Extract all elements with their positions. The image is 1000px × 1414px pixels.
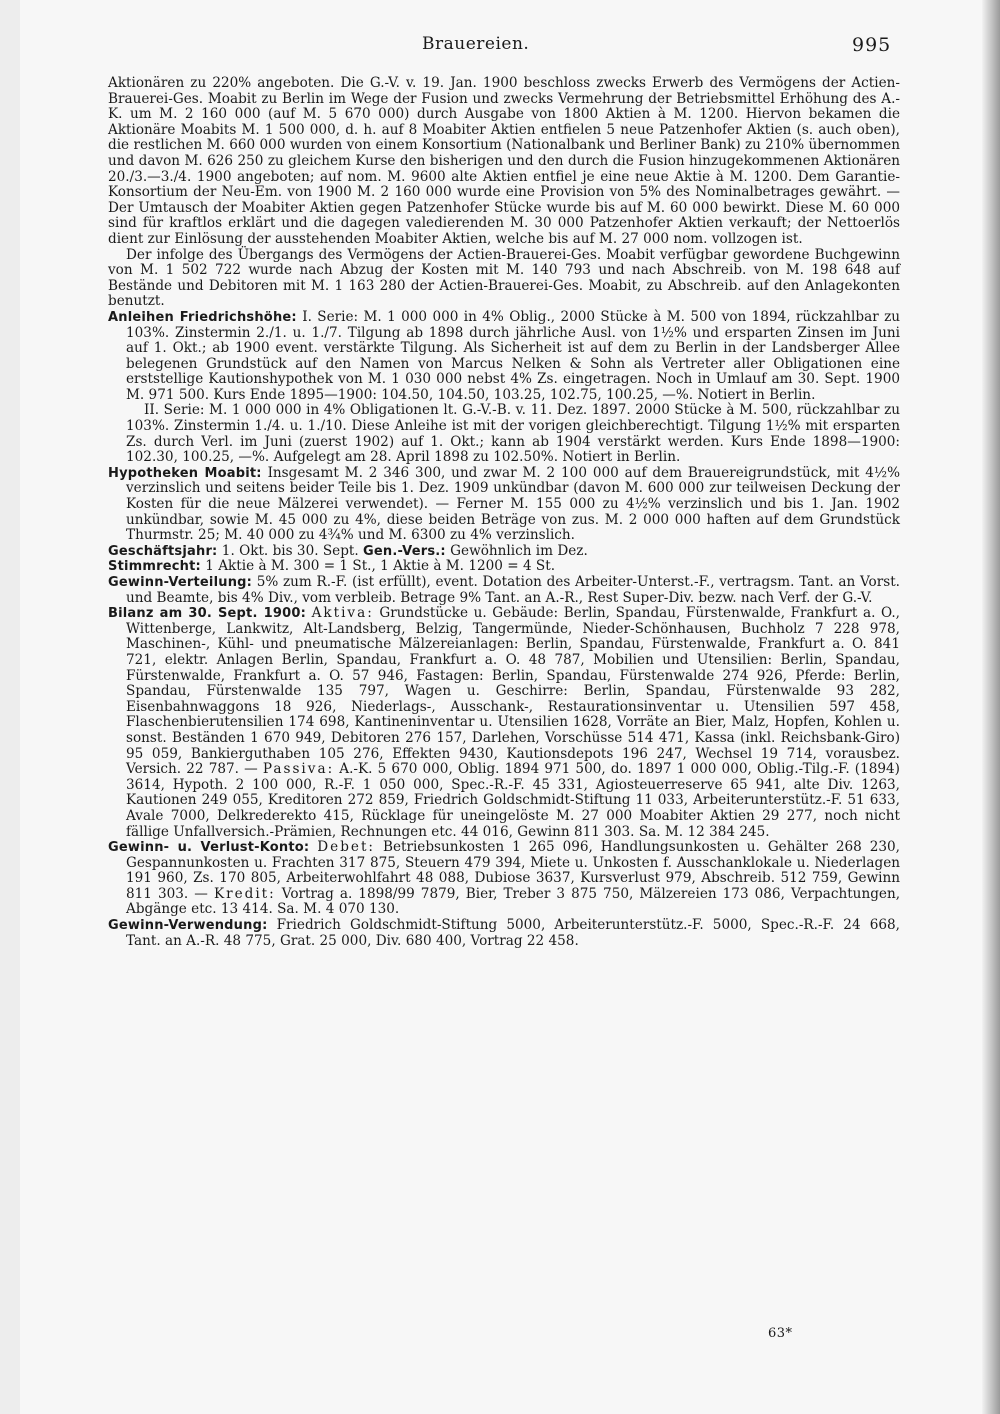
entry-serie-2: II. Serie: M. 1 000 000 in 4% Obligationen lt. G.-V.-B. v. 11. Dez. 1897. 2000 Stücke à M. 500, rückzahlbar zu 103%. Zinstermin 1./4. u. 1./10. Diese Anleihe ist mit der vorigen gleichberechtigt. Tilgung 1½% mit ersparten Zs. durch Verl. im Juni (zuerst 1902) auf 1. Okt.; kann ab 1904 verstärkt werden. Kurs Ende 1898—1900: 102.30, 100.25, —%. Aufgelegt am 28. April 1898 zu 102.50%. Notiert in Berlin.: [126, 402, 900, 466]
entry-anleihen: [108, 310, 900, 404]
entry-stimmrecht: [108, 559, 900, 575]
page-number: 995: [852, 34, 892, 56]
entry-text-gvk-debet: Betriebsunkosten 1 265 096, Handlungsunkosten u. Gehälter 268 230, Gespannunkosten u. Frachten 317 875, Steuern 479 394, Miete u. Unkosten f. Ausschanklokale u. Niederlagen 191 960, Zs. 170 805, Arbeiterwohlfahrt 48 088, Dubiose 3637, Kursverlust 979, Abschreib. 512 759, Gewinn 811 303. —: [126, 839, 901, 902]
entry-gewinn-verwendung: [108, 918, 900, 949]
entry-lead-hypotheken: Hypotheken Moabit:: [108, 465, 262, 481]
label-kredit: Kredit:: [213, 885, 276, 902]
entry-bilanz: [108, 606, 900, 840]
entry-text-gewinn-verteilung: 5% zum R.-F. (ist erfüllt), event. Dotation des Arbeiter-Unterst.-F., vertragsm. Tant. an Vorst. und Beamte, bis 4% Div., vom verbleib. Betrage 9% Tant. an A.-R., Rest Super-Div. bezw. nach Verf. der G.-V.: [126, 574, 900, 606]
entry-text-bilanz-aktiva: Grundstücke u. Gebäude: Berlin, Spandau, Fürstenwalde, Frankfurt a. O., Wittenberge, Lankwitz, Alt-Landsberg, Belzig, Tangermünde, Nieder-Schönhausen, Buchholz 7 228 978, Maschinen-, Kühl- und pneumatische Mälzereianlagen: Berlin, Spandau, Fürstenwalde, Frankfurt a. O. 841 721, elektr. Anlagen Berlin, Spandau, Frankfurt a. O. 48 787, Mobilien und Utensilien: Berlin, Spandau, Fürstenwalde, Frankfurt a. O. 57 946, Fastagen: Berlin, Spandau, Fürstenwalde 274 926, Pferde: Berlin, Spandau, Fürstenwalde 135 797, Wagen u. Geschirre: Berlin, Spandau, Fürstenwalde 93 282, Eisenbahnwaggons 18 926, Niederlags-, Ausschank-, Restaurationsinventar u. Utensilien 597 458, Flaschenbierutensilien 174 698, Kantineninventar u. Utensilien 1628, Vorräte an Bier, Malz, Hopfen, Kohlen u. sonst. Beständen 1 670 949, Debitoren 276 157, Darlehen, Vorschüsse 514 471, Kassa (inkl. Reichsbank-Giro) 95 059, Bankierguthaben 105 276, Effekten 9430, Kautionsdepots 196 247, Wechsel 19 714, vorausbez. Versich. 22 787. —: [126, 605, 900, 778]
label-passiva: Passiva:: [262, 761, 335, 778]
entry-gewinn-verteilung: [108, 575, 900, 606]
entry-lead-stimmrecht: Stimmrecht:: [108, 559, 201, 575]
document-page: [20, 0, 982, 1414]
entry-gewinn-verlust-konto: [108, 840, 900, 918]
entry-text-gvk-kredit: Vortrag a. 1898/99 7879, Bier, Treber 3 875 750, Mälzereien 173 086, Verpachtungen, Abgänge etc. 13 414. Sa. M. 4 070 130.: [126, 885, 901, 918]
page-body: [108, 76, 900, 949]
entry-lead-gewinn-verteilung: Gewinn-Verteilung:: [108, 575, 253, 590]
entry-text-geschaeftsjahr: 1. Okt. bis 30. Sept.: [221, 542, 359, 559]
entry-lead-bilanz: Bilanz am 30. Sept. 1900:: [108, 606, 306, 622]
entry-text-stimmrecht: 1 Aktie à M. 300 = 1 St., 1 Aktie à M. 1200 = 4 St.: [205, 558, 556, 575]
entry-geschaeftsjahr: [108, 544, 900, 560]
paragraph-book-gain: Der infolge des Übergangs des Vermögens der Actien-Brauerei-Ges. Moabit verfügbar gewordene Buchgewinn von M. 1 502 722 wurde nach Abzug der Kosten mit M. 140 793 und nach Abschreib. von M. 198 648 auf Bestände und Debitoren mit M. 1 163 280 der Actien-Brauerei-Ges. Moabit, zu Abschreib. auf den Anlagekonten benutzt.: [108, 246, 900, 310]
entry-lead-geschaeftsjahr: Geschäftsjahr:: [108, 543, 218, 559]
entry-hypotheken: [108, 466, 900, 544]
entry-text-gen-vers: Gewöhnlich im Dez.: [450, 542, 588, 559]
entry-text-hypotheken: Insgesamt M. 2 346 300, und zwar M. 2 100 000 auf dem Brauereigrundstück, mit 4½% verzinslich und seitens beider Teile bis 1. Dez. 1909 unkündbar (davon M. 600 000 zur teilweisen Deckung der Kosten für die neue Mälzerei verwendet). — Ferner M. 155 000 zu 4½% verzinslich und bis 1. Jan. 1902 unkündbar, sowie M. 45 000 zu 4%, diese beiden Beträge von zus. M. 2 000 000 haften auf dem Grundstück Thurmstr. 25; M. 40 000 zu 4¾% und M. 6300 zu 4% verzinslich.: [126, 464, 901, 544]
entry-lead-gewinn-verwendung: Gewinn-Verwendung:: [108, 918, 268, 934]
entry-text-gewinn-verwendung: Friedrich Goldschmidt-Stiftung 5000, Arbeiterunterstütz.-F. 5000, Spec.-R.-F. 24 668, Tant. an A.-R. 48 775, Grat. 25 000, Div. 680 400, Vortrag 22 458.: [126, 917, 900, 949]
section-title: Brauereien.: [422, 34, 530, 54]
label-debet: Debet:: [317, 839, 376, 856]
entry-text-anleihen: I. Serie: M. 1 000 000 in 4% Oblig., 2000 Stücke à M. 500 von 1894, rückzahlbar zu 103%. Zinstermin 2./1. u. 1./7. Tilgung ab 1898 durch jährliche Ausl. von 1½% und ersparten Zinsen im Juni auf 1. Okt.; ab 1900 event. verstärkte Tilgung. Als Sicherheit ist auf dem zu Berlin in der Landsberger Allee belegenen Grundstück auf den Namen von Marcus Nelken & Sohn als Vertreter aller Obligationen eine erststellige Kautionshypothek von M. 1 030 000 nebst 4% Zs. eingetragen. Noch in Umlauf am 30. Sept. 1900 M. 971 500. Kurs Ende 1895—1900: 104.50, 104.50, 103.25, 102.75, 100.25, —%. Notiert in Berlin.: [126, 308, 901, 403]
paragraph-capital-increase: Aktionären zu 220% angeboten. Die G.-V. v. 19. Jan. 1900 beschloss zwecks Erwerb des Vermögens der Actien-Brauerei-Ges. Moabit zu Berlin im Wege der Fusion und zwecks Vermehrung der Betriebsmittel Erhöhung des A.-K. um M. 2 160 000 (auf M. 5 670 000) durch Ausgabe von 1800 Aktien à M. 1200. Hiervon bekamen die Aktionäre Moabits M. 1 500 000, d. h. auf 8 Moabiter Aktien entfielen 5 neue Patzenhofer Aktien (s. auch oben), die restlichen M. 660 000 wurden von einem Konsortium (Nationalbank und Berliner Bank) zu 210% übernommen und davon M. 626 250 zu gleichem Kurse den bisherigen und den durch die Fusion hinzugekommenen Aktionären 20./3.—3./4. 1900 angeboten; auf nom. M. 9600 alte Aktien entfiel je eine neue Aktie à M. 1200. Dem Garantie-Konsortium der Neu-Em. von 1900 M. 2 160 000 wurde eine Provision von 5% des Nominalbetrages gewährt. — Der Umtausch der Moabiter Aktien gegen Patzenhofer Stücke wurde bis auf M. 60 000 bewirkt. Diese M. 60 000 sind für kraftlos erklärt und die dagegen valedierenden M. 30 000 Patzenhofer Aktien verkauft; der Nettoerlös dient zur Einlösung der ausstehenden Moabiter Aktien, welche bis auf M. 27 000 nom. vollzogen ist.: [108, 75, 900, 247]
entry-lead-gewinn-verlust-konto: Gewinn- u. Verlust-Konto:: [108, 840, 310, 856]
entry-text-bilanz-passiva: A.-K. 5 670 000, Oblig. 1894 971 500, do. 1897 1 000 000, Oblig.-Tilg.-F. (1894) 3614, Hypoth. 2 100 000, R.-F. 1 050 000, Spec.-R.-F. 45 331, Agiosteuerreserve 65 941, alte Div. 1263, Kautionen 249 055, Kreditoren 272 859, Friedrich Goldschmidt-Stiftung 11 033, Arbeiterunterstütz.-F. 51 633, Avale 7000, Delkrederekto 415, Rücklage für uneingelöste M. 27 000 Moabiter Aktien 29 277, noch nicht fällige Unfallversich.-Prämien, Rechnungen etc. 44 016, Gewinn 811 303. Sa. M. 12 384 245.: [126, 761, 900, 840]
entry-lead-anleihen: Anleihen Friedrichshöhe:: [108, 309, 297, 325]
page-edge-shadow: [982, 0, 1000, 1414]
entry-lead-gen-vers: Gen.-Vers.:: [363, 543, 446, 559]
label-aktiva: Aktiva:: [311, 605, 374, 622]
sheet-signature: 63*: [768, 1326, 793, 1341]
running-header: [20, 34, 982, 60]
